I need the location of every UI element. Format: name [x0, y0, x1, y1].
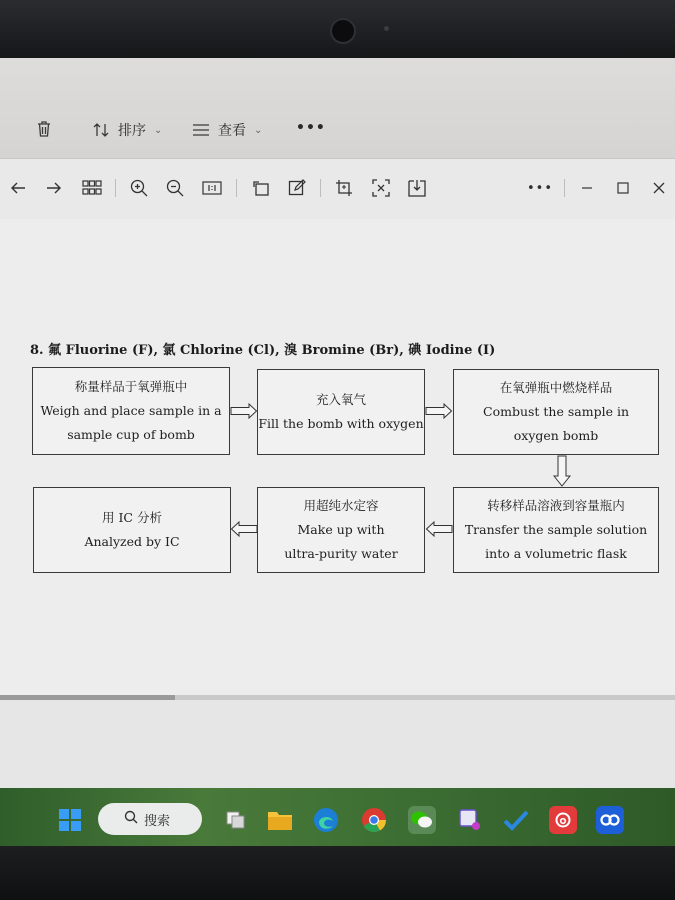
- search-label: 搜索: [144, 813, 171, 829]
- windows-start-icon[interactable]: [56, 806, 84, 834]
- sort-icon: [92, 122, 110, 138]
- step-transfer-solution: [453, 487, 659, 573]
- sort-button[interactable]: [92, 120, 162, 140]
- taskbar-search[interactable]: [98, 803, 202, 835]
- minimize-icon[interactable]: [575, 176, 599, 200]
- file-explorer-icon[interactable]: [266, 806, 294, 834]
- trash-icon: [36, 120, 52, 138]
- arrow-right-icon: [230, 403, 258, 419]
- step-en: Fill the bomb with oxygen: [258, 416, 424, 431]
- step-zh: 在氧弹瓶中燃烧样品: [499, 380, 613, 395]
- netease-music-icon[interactable]: [549, 806, 577, 834]
- toolbar-divider: [115, 179, 116, 197]
- delete-button[interactable]: [36, 120, 52, 138]
- wechat-icon[interactable]: [408, 806, 436, 834]
- close-icon[interactable]: [647, 176, 671, 200]
- snipping-tool-icon[interactable]: [456, 806, 484, 834]
- chrome-browser-icon[interactable]: [360, 806, 388, 834]
- toolbar-divider: [564, 179, 565, 197]
- chevron-down-icon: ⌄: [254, 124, 263, 136]
- step-en: Weigh and place sample in a: [40, 403, 222, 418]
- grid-icon[interactable]: [80, 176, 104, 200]
- image-canvas: [0, 219, 675, 699]
- step-en: Analyzed by IC: [84, 534, 180, 549]
- search-icon: [124, 810, 138, 828]
- select-icon[interactable]: [369, 176, 393, 200]
- view-button[interactable]: [192, 120, 262, 140]
- arrow-right-icon: [425, 403, 453, 419]
- step-en: Combust the sample in: [483, 404, 629, 419]
- chevron-down-icon: ⌄: [154, 124, 163, 136]
- step-en: ultra-purity water: [284, 546, 398, 561]
- toolbar-divider: [236, 179, 237, 197]
- webcam: [330, 18, 356, 44]
- step-fill-oxygen: [257, 369, 425, 455]
- arrow-left-icon: [230, 521, 258, 537]
- arrow-left-icon: [425, 521, 453, 537]
- view-label: 查看: [218, 123, 246, 139]
- section-heading: 8. 氟 Fluorine (F), 氯 Chlorine (Cl), 溴 Bromine (Br), 碘 Iodine (I): [30, 343, 496, 358]
- more-icon[interactable]: •••: [527, 180, 554, 196]
- rotate-icon[interactable]: [249, 176, 273, 200]
- laptop-bezel-bottom: [0, 846, 675, 900]
- back-icon[interactable]: [6, 176, 30, 200]
- step-en: Make up with: [297, 522, 385, 537]
- step-en: sample cup of bomb: [67, 427, 195, 442]
- step-zh: 用 IC 分析: [102, 510, 162, 525]
- webcam-light: [384, 26, 389, 31]
- viewer-toolbar: [0, 159, 675, 219]
- command-bar: [0, 58, 675, 158]
- zoom-out-icon[interactable]: [163, 176, 187, 200]
- task-view-icon[interactable]: [222, 806, 250, 834]
- more-label: •••: [296, 120, 326, 136]
- todo-check-icon[interactable]: [502, 806, 530, 834]
- laptop-bezel-top: [0, 0, 675, 60]
- toolbar-divider: [320, 179, 321, 197]
- step-en: into a volumetric flask: [485, 546, 627, 561]
- step-en: Transfer the sample solution: [464, 522, 648, 537]
- sort-label: 排序: [118, 123, 146, 139]
- list-view-icon: [192, 123, 210, 137]
- edit-icon[interactable]: [285, 176, 309, 200]
- arrow-down-icon: [553, 455, 571, 487]
- zoom-in-icon[interactable]: [127, 176, 151, 200]
- meeting-app-icon[interactable]: [596, 806, 624, 834]
- window-footer: [0, 700, 675, 790]
- actual-size-icon[interactable]: [200, 176, 224, 200]
- step-zh: 称量样品于氧弹瓶中: [74, 379, 188, 394]
- screen: [0, 58, 675, 790]
- step-make-up-water: [257, 487, 425, 573]
- maximize-icon[interactable]: [611, 176, 635, 200]
- forward-icon[interactable]: [42, 176, 66, 200]
- step-ic-analysis: [33, 487, 231, 573]
- step-zh: 用超纯水定容: [303, 498, 379, 513]
- step-weigh-sample: [32, 367, 230, 455]
- crop-icon[interactable]: [332, 176, 356, 200]
- edge-browser-icon[interactable]: [312, 806, 340, 834]
- more-button[interactable]: [296, 120, 326, 136]
- step-zh: 转移样品溶液到容量瓶内: [487, 498, 625, 513]
- save-icon[interactable]: [405, 176, 429, 200]
- step-combust-sample: [453, 369, 659, 455]
- step-zh: 充入氧气: [315, 392, 366, 407]
- step-en: oxygen bomb: [513, 428, 599, 443]
